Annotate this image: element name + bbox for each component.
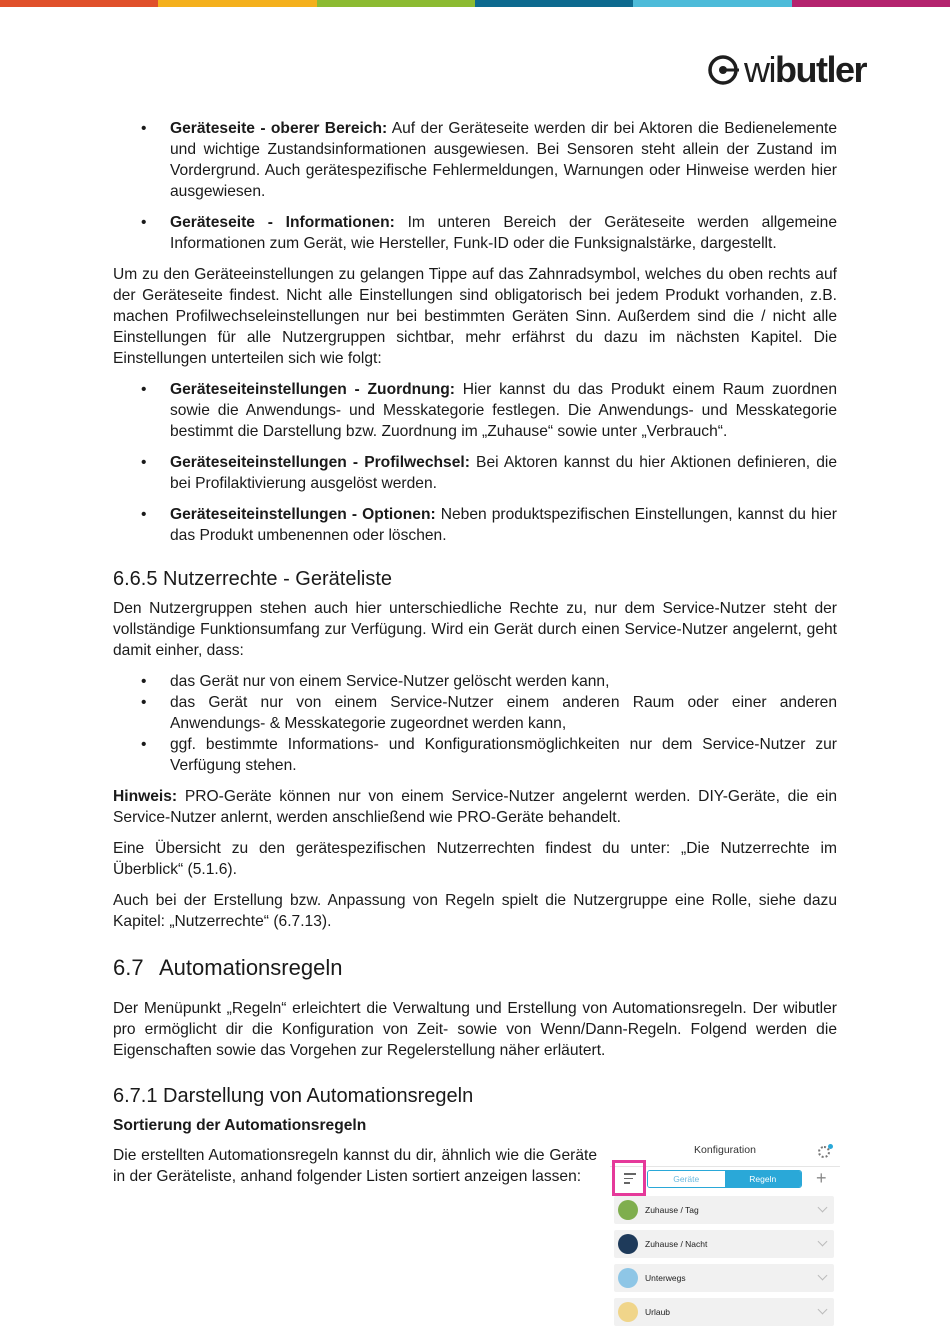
sort-highlight-box[interactable]	[612, 1160, 646, 1196]
rule-label: Zuhause / Tag	[645, 1205, 699, 1215]
rules-rights-paragraph: Auch bei der Erstellung bzw. Anpassung von Regeln spielt die Nutzergruppe eine Rolle, siehe dazu Kapitel: „Nutzerrechte“ (6.7.13).	[113, 892, 837, 930]
list-item: • ggf. bestimmte Informations- und Konfigurationsmöglichkeiten nur dem Service-Nutzer zur Verfügung stehen.	[170, 734, 837, 776]
rule-avatar-icon	[618, 1268, 638, 1288]
list-item	[170, 452, 837, 494]
settings-list	[113, 379, 837, 546]
list-item	[170, 379, 837, 442]
rule-label: Urlaub	[645, 1307, 671, 1317]
list-item-text: Auf der Geräteseite werden dir bei Aktoren die Bedienelemente und wichtige Zustandsinformationen ausgewiesen. Bei Sensoren steht allein der Zustand im Vordergrund. Auch gerätespezifische Fehlermeldungen, Warnungen oder Hinweise werden hier ausgewiesen.	[170, 120, 837, 200]
section-heading-671: 6.7.1 Darstellung von Automationsregeln	[113, 1085, 474, 1107]
stripe-6	[792, 0, 950, 7]
list-item-text: Bei Aktoren kannst du hier Aktionen definieren, die bei Profilaktivierung ausgelöst werden.	[170, 454, 837, 492]
list-item: • das Gerät nur von einem Service-Nutzer gelöscht werden kann,	[170, 671, 837, 692]
chevron-down-icon[interactable]	[818, 1237, 828, 1247]
chevron-down-icon[interactable]	[818, 1271, 828, 1281]
chevron-down-icon[interactable]	[818, 1305, 828, 1315]
list-item-bold: Geräteseiteinstellungen - Zuordnung:	[170, 381, 455, 398]
rule-item[interactable]	[614, 1230, 834, 1258]
rule-avatar-icon	[618, 1200, 638, 1220]
logo-text-butler: butler	[775, 49, 867, 90]
document-body	[113, 118, 837, 1197]
rule-avatar-icon	[618, 1302, 638, 1322]
add-rule-button[interactable]: +	[816, 1168, 827, 1188]
tab-rules[interactable]: Regeln	[725, 1171, 802, 1187]
section-number: 6.7	[113, 955, 144, 980]
list-item-bold: Geräteseiteinstellungen - Optionen:	[170, 506, 436, 523]
section-67-paragraph: Der Menüpunkt „Regeln“ erleichtert die Verwaltung und Erstellung von Automationsregeln. Der wibutler pro ermöglicht dir die Konfiguration von Zeit- sowie von Wenn/Dann-Regeln. Folgend werden die Eigenschaften sowie das Vorgehen zur Regelerstellung näher erläutert.	[113, 1000, 837, 1059]
note-text: PRO-Geräte können nur von einem Service-Nutzer angelernt werden. DIY-Geräte, die ein Service-Nutzer anlernt, werden anschließend wie PRO-Geräte behandelt.	[113, 788, 837, 826]
list-item	[170, 212, 837, 254]
section-title: Automationsregeln	[159, 955, 343, 980]
rights-list	[113, 671, 837, 776]
screenshot-title: Konfiguration	[694, 1144, 756, 1156]
sorting-subtitle: Sortierung der Automationsregeln	[113, 1117, 367, 1134]
list-item	[170, 118, 837, 202]
rule-item[interactable]	[614, 1264, 834, 1292]
section-665-paragraph: Den Nutzergruppen stehen auch hier unterschiedliche Rechte zu, nur dem Service-Nutzer steht der vollständige Funktionsumfang zur Verfügung. Wird ein Gerät durch einen Service-Nutzer angelernt, geht damit einher, dass:	[113, 600, 837, 659]
list-item	[170, 504, 837, 546]
list-item-bold: Geräteseite - oberer Bereich:	[170, 120, 388, 137]
note-paragraph	[113, 786, 837, 828]
section-heading-67	[113, 954, 837, 982]
rule-item[interactable]	[614, 1196, 834, 1224]
rule-item[interactable]	[614, 1298, 834, 1326]
rule-avatar-icon	[618, 1234, 638, 1254]
color-stripe	[0, 0, 950, 7]
list-item-text: Im unteren Bereich der Geräteseite werden allgemeine Informationen zum Gerät, wie Hersteller, Funk-ID oder die Funksignalstärke, dargestellt.	[170, 214, 837, 252]
logo-text	[744, 50, 866, 90]
logo-mark-icon	[706, 53, 740, 87]
wibutler-logo	[706, 50, 866, 90]
stripe-3	[317, 0, 475, 7]
tab-switcher	[647, 1170, 802, 1188]
note-label: Hinweis:	[113, 788, 178, 805]
notification-dot-icon	[828, 1144, 833, 1149]
stripe-4	[475, 0, 633, 7]
stripe-2	[158, 0, 316, 7]
overview-paragraph: Eine Übersicht zu den gerätespezifischen Nutzerrechten findest du unter: „Die Nutzerrechte im Überblick“ (5.1.6).	[113, 840, 837, 878]
device-page-list	[113, 118, 837, 254]
logo-text-wi: wi	[744, 49, 775, 90]
section-heading-665: 6.6.5 Nutzerrechte - Geräteliste	[113, 568, 393, 590]
sort-icon[interactable]	[624, 1173, 636, 1187]
rule-label: Zuhause / Nacht	[645, 1239, 708, 1249]
settings-paragraph: Um zu den Geräteeinstellungen zu gelangen Tippe auf das Zahnradsymbol, welches du oben rechts auf der Geräteseite findest. Nicht alle Einstellungen sind obligatorisch bei jedem Produkt vorhanden, z.B. machen Profilwechseleinstellungen nur bei bestimmten Geräten Sinn. Außerdem sind die / nicht alle Einstellungen für alle Nutzergruppen sichtbar, mehr erfährst du dazu im nächsten Kapitel. Die Einstellungen unterteilen sich wie folgt:	[113, 266, 837, 367]
list-item-text: Hier kannst du das Produkt einem Raum zuordnen sowie die Anwendungs- und Messkategorie festlegen. Die Anwendungs- und Messkategorie bestimmt die Darstellung bzw. Zuordnung im „Zuhause“ sowie unter „Verbrauch“.	[170, 381, 837, 440]
stripe-1	[0, 0, 158, 7]
list-item: • das Gerät nur von einem Service-Nutzer einem anderen Raum oder einer anderen Anwendungs- & Messkategorie zugeordnet werden kann,	[170, 692, 837, 734]
tab-devices[interactable]: Geräte	[648, 1171, 725, 1187]
list-item-bold: Geräteseiteinstellungen - Profilwechsel:	[170, 454, 470, 471]
chevron-down-icon[interactable]	[818, 1203, 828, 1213]
sorting-block	[113, 1115, 597, 1187]
stripe-5	[633, 0, 791, 7]
list-item-bold: Geräteseite - Informationen:	[170, 214, 395, 231]
list-item-text: Neben produktspezifischen Einstellungen, kannst du hier das Produkt umbenennen oder löschen.	[170, 506, 838, 544]
sorting-paragraph: Die erstellten Automationsregeln kannst du dir, ähnlich wie die Geräte in der Geräteliste, anhand folgender Listen sortiert anzeigen lassen:	[113, 1147, 597, 1185]
app-screenshot	[610, 1138, 840, 1328]
rule-label: Unterwegs	[645, 1273, 686, 1283]
